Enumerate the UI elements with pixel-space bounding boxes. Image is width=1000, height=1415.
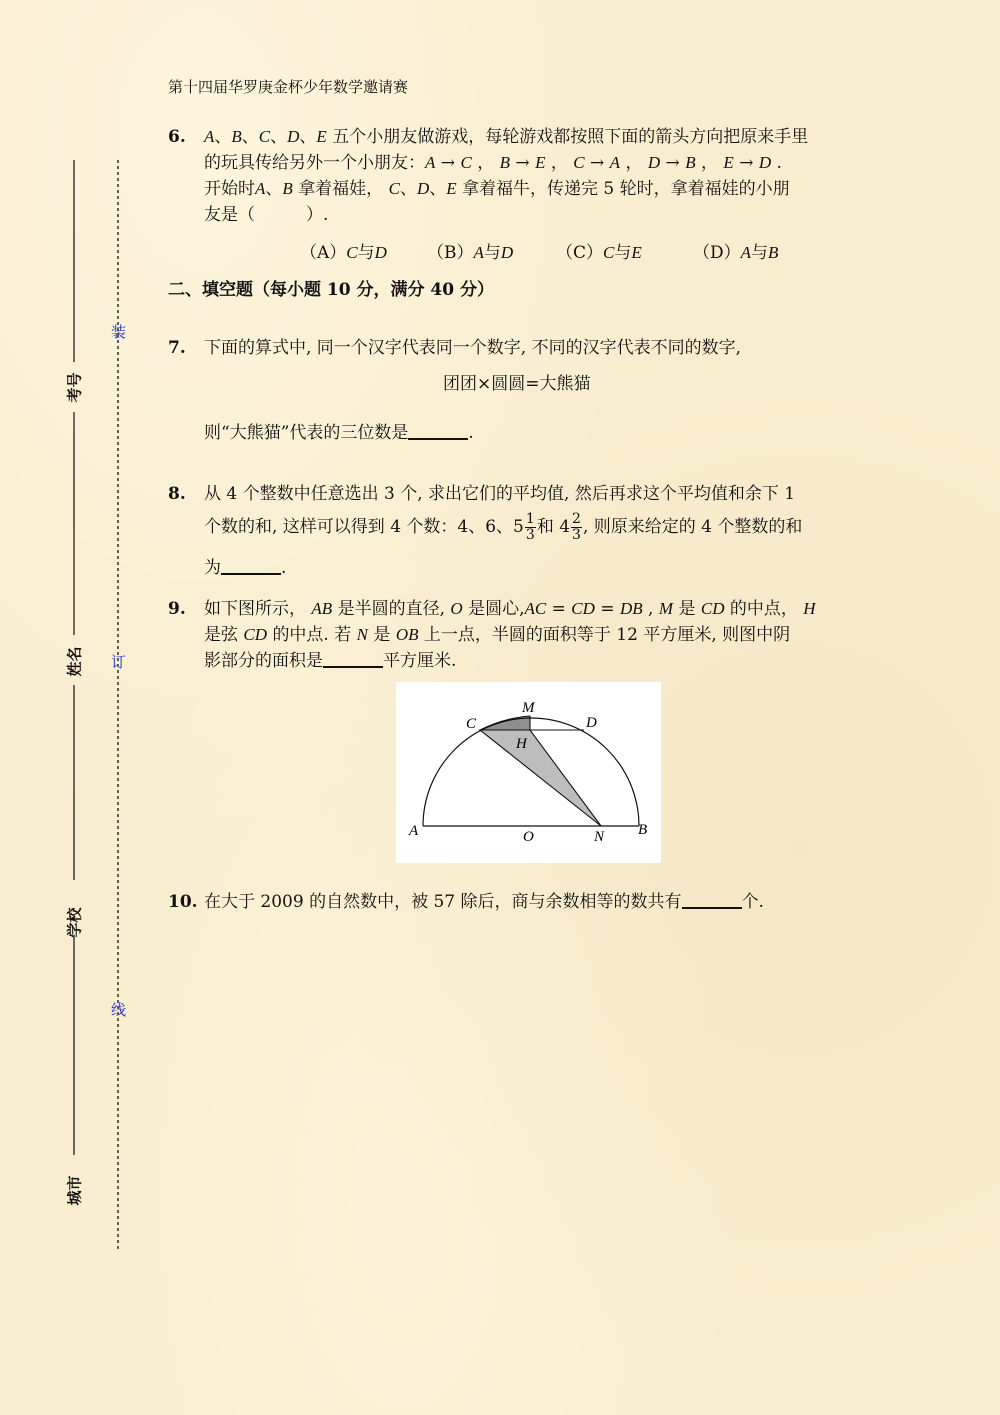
q7-line-3: 则“大熊猫”代表的三位数是 . xyxy=(204,420,894,446)
question-10 xyxy=(168,889,908,919)
geometry-figure xyxy=(396,682,661,863)
exam-header: 第十四届华罗庚金杯少年数学邀请赛 xyxy=(168,78,409,96)
answer-blank[interactable] xyxy=(221,555,281,575)
label-c: C xyxy=(466,716,477,732)
question-number: 8. xyxy=(168,484,186,504)
cut-label-zhuang: 装 xyxy=(111,323,127,341)
binding-margin xyxy=(0,0,140,1415)
q6-line-4: 友是（ ）. xyxy=(204,205,329,225)
q10-line-1: 在大于 2009 的自然数中，被 57 除后，商与余数相等的数共有 个. xyxy=(204,889,894,915)
question-number: 6. xyxy=(168,127,186,147)
answer-blank[interactable] xyxy=(682,889,742,909)
question-number: 10. xyxy=(168,892,198,912)
question-8 xyxy=(168,481,908,581)
cut-label-xian: 线 xyxy=(111,1001,127,1019)
fraction: $\frac{1}{3}$ xyxy=(525,511,535,543)
q7-equation: 团团×圆圆=大熊猫 xyxy=(443,374,591,394)
q9-line-1: 如下图所示， AB 是半圆的直径, O 是圆心,AC = CD = DB , M 是 CD 的中点， H xyxy=(204,599,816,619)
fraction: $\frac{2}{3}$ xyxy=(572,511,581,543)
label-a: A xyxy=(409,823,419,839)
answer-blank[interactable] xyxy=(323,648,383,668)
label-h: H xyxy=(516,736,527,752)
question-6-text xyxy=(204,124,894,228)
label-o: O xyxy=(523,829,534,845)
option-c: （C）C与E xyxy=(556,243,642,263)
q6-line-1: A、B、C、D、E 五个小朋友做游戏，每轮游戏都按照下面的箭头方向把原来手里 xyxy=(204,127,809,147)
q6-line-2: 的玩具传给另外一个小朋友：A → C ， B → E ， C → A ， D → B ， E → D . xyxy=(204,153,782,173)
cut-label-ding: 订 xyxy=(111,653,127,671)
answer-blank[interactable] xyxy=(408,420,468,440)
label-b: B xyxy=(638,822,648,838)
option-b: （B）A与D xyxy=(427,243,514,263)
q9-line-3: 影部分的面积是 平方厘米. xyxy=(204,648,894,674)
option-d: （D）A与B xyxy=(693,243,779,263)
section-heading: 二、填空题（每小题 10 分，满分 40 分） xyxy=(168,280,494,300)
q8-line-3: 为 . xyxy=(204,555,894,581)
label-m: M xyxy=(522,700,535,716)
q8-line-2: 个数的和, 这样可以得到 4 个数：4、6、5 $\frac{1}{3}$ 和 4 $\frac{2}{3}$ , 则原来给定的 4 个整数的和 xyxy=(204,511,803,543)
question-6 xyxy=(168,124,908,234)
q6-line-3: 开始时A、B 拿着福娃， C、D、E 拿着福牛，传递完 5 轮时，拿着福娃的小朋 xyxy=(204,179,790,199)
option-a: （A）C与D xyxy=(300,243,387,263)
semicircle-diagram xyxy=(396,682,661,863)
q7-line-1: 下面的算式中, 同一个汉字代表同一个数字, 不同的汉字代表不同的数字, xyxy=(204,338,742,358)
city-label: 城市 xyxy=(65,1175,84,1206)
q8-line-1: 从 4 个整数中任意选出 3 个, 求出它们的平均值, 然后再求这个平均值和余下 1 xyxy=(204,484,796,504)
shaded-triangle xyxy=(480,730,601,826)
question-7 xyxy=(168,335,908,445)
question-9-text xyxy=(204,596,894,674)
name-label: 姓名 xyxy=(65,646,84,677)
label-n: N xyxy=(594,829,605,845)
label-d: D xyxy=(586,715,597,731)
school-label: 学校 xyxy=(65,907,84,938)
question-number: 9. xyxy=(168,599,186,619)
q9-line-2: 是弦 CD 的中点. 若 N 是 OB 上一点，半圆的面积等于 12 平方厘米, 则图中阴 xyxy=(204,625,791,645)
question-9 xyxy=(168,596,908,676)
exam-number-label: 考号 xyxy=(65,372,84,403)
question-number: 7. xyxy=(168,338,186,358)
